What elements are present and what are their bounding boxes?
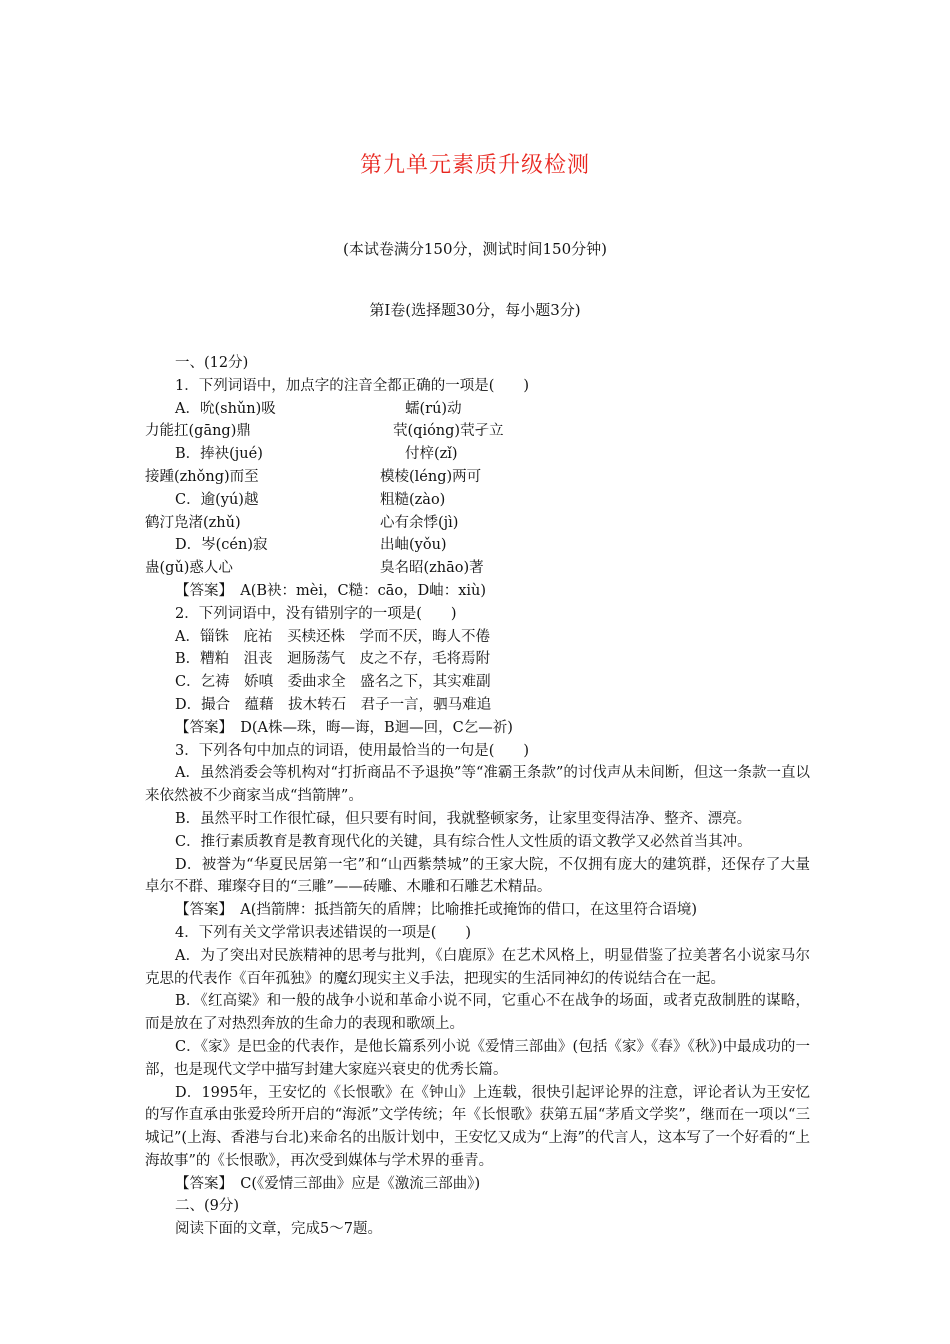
option-paragraph: A．虽然消委会等机构对“打折商品不予退换”等“准霸王条款”的讨伐声从未间断，但这一条款一直以来依然被不少商家当成“挡箭牌”。 xyxy=(145,765,810,805)
option-row: 力能扛(gāng)鼎 茕(qióng)茕孑立 xyxy=(145,423,504,440)
answer-line: 【答案】 A(B袂：mèi，C糙：cāo，D岫：xiù) xyxy=(175,582,487,599)
exam-info: (本试卷满分150分，测试时间150分钟) xyxy=(343,240,607,258)
option-row: D．岑(cén)寂 出岫(yǒu) xyxy=(175,537,447,554)
option-row: B．捧袂(jué) 付梓(zǐ) xyxy=(175,446,458,463)
document-title: 第九单元素质升级检测 xyxy=(359,153,590,178)
answer-line: 【答案】 C(《爱情三部曲》应是《激流三部曲》) xyxy=(175,1175,481,1192)
question-stem: 4．下列有关文学常识表述错误的一项是( ) xyxy=(175,924,472,941)
option-row: B．糟粕 沮丧 迴肠荡气 皮之不存，毛将焉附 xyxy=(175,651,491,668)
option-row: A．吮(shǔn)吸 蠕(rú)动 xyxy=(175,400,462,417)
option-paragraph: A．为了突出对民族精神的思考与批判，《白鹿原》在艺术风格上，明显借鉴了拉美著名小说家马尔克思的代表作《百年孤独》的魔幻现实主义手法，把现实的生活同神幻的传说结合在一起。 xyxy=(145,947,810,987)
option-row: A．锱铢 庇祐 买椟还株 学而不厌，晦人不倦 xyxy=(175,628,490,645)
option-row: C．逾(yú)越 粗糙(zào) xyxy=(175,491,446,508)
option-paragraph: D．1995年，王安忆的《长恨歌》在《钟山》上连载，很快引起评论界的注意，评论者认为王安忆的写作直承由张爱玲所开启的“海派”文学传统；年《长恨歌》获第五届“茅盾文学奖”，继而在一项以“三城记”(上海、香港与台北)来命名的出版计划中，王安忆又成为“上海”的代言人，这本写了一个好看的“上海故事”的《长恨歌》，再次受到媒体与学术界的垂青。 xyxy=(145,1084,810,1169)
answer-line: 【答案】 D(A株—珠，晦—诲，B迴—回，C乞—祈) xyxy=(175,719,513,736)
option-paragraph: B．虽然平时工作很忙碌，但只要有时间，我就整顿家务，让家里变得洁净、整齐、漂亮。 xyxy=(175,810,752,827)
answer-line: 【答案】 A(挡箭牌：抵挡箭矢的盾牌；比喻推托或掩饰的借口，在这里符合语境) xyxy=(175,902,698,919)
question-stem: 1．下列词语中，加点字的注音全都正确的一项是( ) xyxy=(175,377,530,394)
question-stem: 3．下列各句中加点的词语，使用最恰当的一句是( ) xyxy=(175,742,530,759)
exam-content xyxy=(145,352,810,1241)
reading-instruction: 阅读下面的文章，完成5～7题。 xyxy=(175,1221,382,1238)
section-heading: 二、(9分) xyxy=(175,1198,240,1215)
option-paragraph: C．推行素质教育是教育现代化的关键，具有综合性人文性质的语文教学又必然首当其冲。 xyxy=(175,833,752,850)
part-heading: 第Ⅰ卷(选择题30分，每小题3分) xyxy=(369,301,581,319)
option-row: 鹤汀凫渚(zhǔ) 心有余悸(jì) xyxy=(145,514,459,531)
section-heading: 一、(12分) xyxy=(175,355,249,371)
question-stem: 2．下列词语中，没有错别字的一项是( ) xyxy=(175,605,457,622)
option-row: 蛊(gǔ)惑人心 臭名昭(zhāo)著 xyxy=(145,560,484,577)
option-row: C．乞祷 娇嗔 委曲求全 盛名之下，其实难副 xyxy=(175,674,491,691)
option-paragraph: D．被誉为“华夏民居第一宅”和“山西紫禁城”的王家大院，不仅拥有庞大的建筑群，还保存了大量卓尔不群、璀璨夺目的“三雕”——砖雕、木雕和石雕艺术精品。 xyxy=(145,856,810,896)
option-paragraph: C．《家》是巴金的代表作，是他长篇系列小说《爱情三部曲》(包括《家》《春》《秋》)中最成功的一部，也是现代文学中描写封建大家庭兴衰史的优秀长篇。 xyxy=(145,1038,810,1078)
option-row: D．撮合 蕴藉 拔木转石 君子一言，驷马难追 xyxy=(175,696,492,713)
option-row: 接踵(zhǒng)而至 模棱(léng)两可 xyxy=(145,468,482,485)
option-paragraph: B．《红高粱》和一般的战争小说和革命小说不同，它重心不在战争的场面，或者克敌制胜的谋略，而是放在了对热烈奔放的生命力的表现和歌颂上。 xyxy=(145,993,810,1033)
